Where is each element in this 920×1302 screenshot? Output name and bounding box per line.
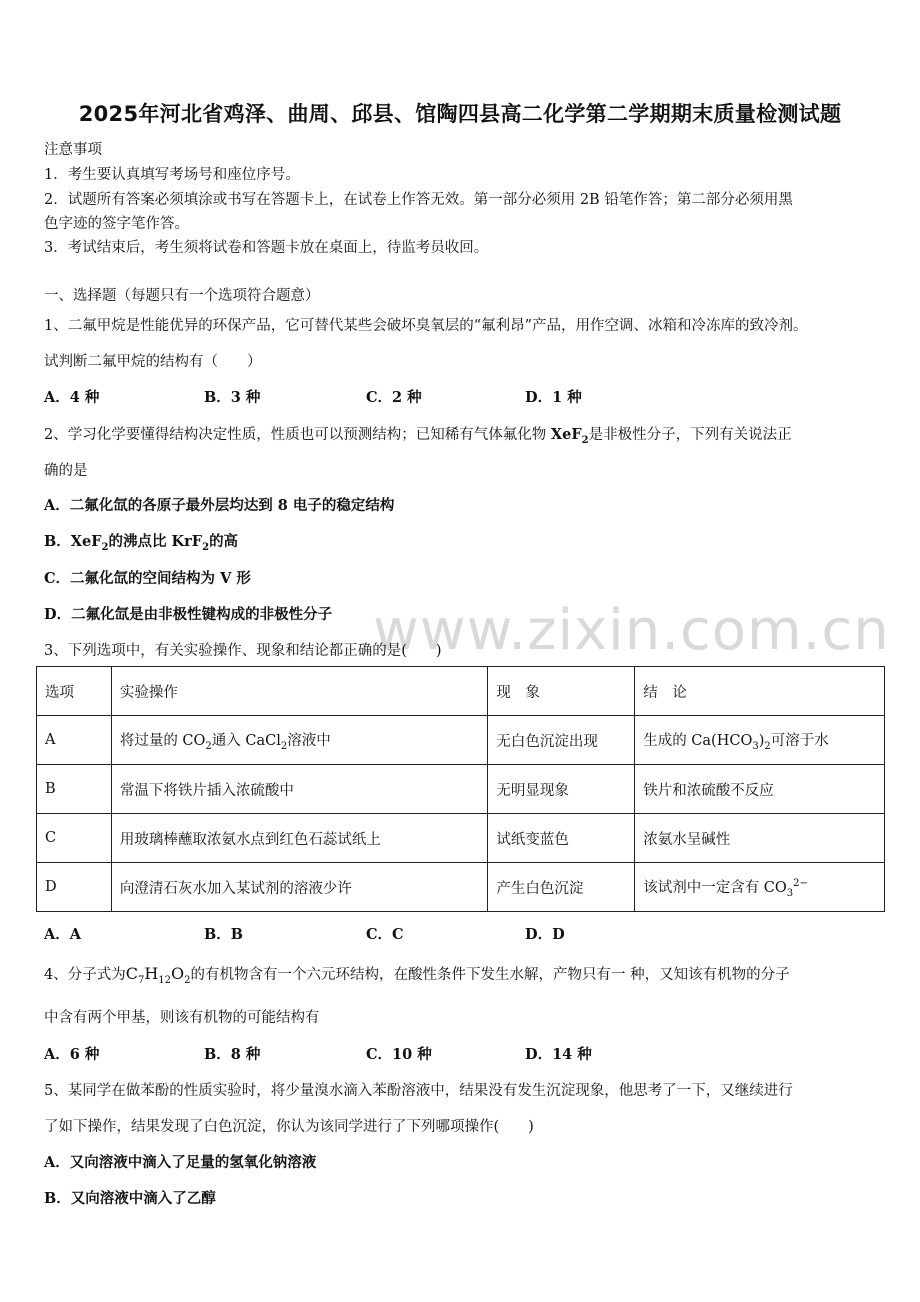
- q4-formula-sub: 12: [158, 974, 172, 986]
- conclusion-cell: [635, 863, 885, 912]
- q4-pre: 4、分子式为: [44, 967, 126, 983]
- q4-option-d: D．14 种: [525, 1046, 592, 1063]
- q4-formula-h: H: [144, 964, 159, 983]
- q5-option-b: B．又向溶液中滴入了乙醇: [44, 1190, 216, 1207]
- table-row: [37, 716, 885, 765]
- conc-text: 生成的 Ca(HCO: [643, 732, 753, 749]
- q2-formula-sub: 2: [581, 434, 589, 446]
- q2-stem-line2: 确的是: [44, 463, 88, 479]
- notice-item: 3．考试结束后，考生须将试卷和答题卡放在桌面上，待监考员收回。: [44, 240, 489, 256]
- header-cell: 结 论: [635, 667, 885, 716]
- q2-stem-pre: 2、学习化学要懂得结构决定性质，性质也可以预测结构；已知稀有气体氟化物: [44, 427, 551, 443]
- q1-stem: 1、二氟甲烷是性能优异的环保产品，它可替代某些会破坏臭氧层的“氟利昂”产品，用作空调、冰箱和冷冻库的致冷剂。: [44, 318, 808, 334]
- q4-option-c: C．10 种: [366, 1046, 432, 1063]
- conc-text: ): [758, 732, 765, 749]
- conc-sup: 2−: [793, 877, 808, 889]
- q3-option-b: B．B: [204, 926, 244, 943]
- q2-formula: XeF: [550, 426, 582, 443]
- q4-option-a: A．6 种: [44, 1046, 100, 1063]
- q4-formula-c: C: [125, 964, 138, 983]
- conc-sub: 2: [764, 740, 771, 752]
- q2-optb-pre: B．XeF: [44, 533, 102, 550]
- q2-option-b: [44, 530, 238, 553]
- q2-optb-post: 的高: [209, 533, 239, 550]
- table-row: [37, 814, 885, 863]
- q2-option-d: D．二氟化氙是由非极性键构成的非极性分子: [44, 606, 333, 623]
- notice-item: 2．试题所有答案必须填涂或书写在答题卡上，在试卷上作答无效。第一部分必须用 2B 铅笔作答；第二部分必须用黑: [44, 192, 793, 208]
- operation-cell: 向澄清石灰水加入某试剂的溶液少许: [111, 863, 488, 912]
- q2-optb-sub2: 2: [202, 541, 210, 553]
- table-row: [37, 863, 885, 912]
- q1-option-c: C．2 种: [366, 389, 422, 406]
- q2-stem-post: 是非极性分子，下列有关说法正: [588, 427, 792, 443]
- q2-optb-sub: 2: [101, 541, 109, 553]
- q2-option-c: C．二氟化氙的空间结构为 V 形: [44, 570, 251, 587]
- q2-option-a: A．二氟化氙的各原子最外层均达到 8 电子的稳定结构: [44, 497, 395, 514]
- operation-cell: 常温下将铁片插入浓硫酸中: [111, 765, 488, 814]
- header-cell: 选项: [37, 667, 112, 716]
- q4-option-b: B．8 种: [204, 1046, 261, 1063]
- q1-option-b: B．3 种: [204, 389, 261, 406]
- op-text: 通入 CaCl: [211, 732, 281, 749]
- q1-option-a: A．4 种: [44, 389, 100, 406]
- q4-stem-line2: 中含有两个甲基，则该有机物的可能结构有: [44, 1010, 320, 1026]
- q4-formula-sub: 7: [137, 974, 145, 986]
- op-text: 溶液中: [287, 732, 331, 749]
- conc-sub: 3: [786, 887, 794, 899]
- operation-cell: 用玻璃棒蘸取浓氨水点到红色石蕊试纸上: [111, 814, 488, 863]
- option-cell: A: [37, 716, 112, 765]
- q3-option-c: C．C: [366, 926, 404, 943]
- phenomenon-cell: 无白色沉淀出现: [488, 716, 635, 765]
- q3-option-a: A．A: [44, 926, 82, 943]
- conclusion-cell: 浓氨水呈碱性: [635, 814, 885, 863]
- table-header-row: [37, 667, 885, 716]
- table-row: [37, 765, 885, 814]
- q5-stem-line2: 了如下操作，结果发现了白色沉淀，你认为该同学进行了下列哪项操作( ): [44, 1119, 534, 1135]
- section-heading: 一、选择题（每题只有一个选项符合题意）: [44, 288, 320, 304]
- q2-stem: [44, 423, 792, 446]
- q4-formula-o: O: [171, 964, 185, 983]
- phenomenon-cell: 产生白色沉淀: [488, 863, 635, 912]
- notice-heading: 注意事项: [44, 142, 102, 158]
- q2-optb-mid: 的沸点比 KrF: [108, 533, 203, 550]
- conclusion-cell: 铁片和浓硫酸不反应: [635, 765, 885, 814]
- q1-option-d: D．1 种: [525, 389, 582, 406]
- q4-post: 的有机物含有一个六元环结构，在酸性条件下发生水解，产物只有一 种，又知该有机物的分子: [190, 967, 790, 983]
- header-cell: 实验操作: [111, 667, 488, 716]
- q3-option-d: D．D: [525, 926, 565, 943]
- option-cell: B: [37, 765, 112, 814]
- conc-text: 可溶于水: [770, 732, 829, 749]
- conc-text: 该试剂中一定含有 CO: [643, 879, 787, 896]
- q4-stem: [44, 963, 790, 986]
- conclusion-cell: [635, 716, 885, 765]
- notice-item: 1．考生要认真填写考场号和座位序号。: [44, 167, 300, 183]
- header-cell: 现 象: [488, 667, 635, 716]
- option-cell: D: [37, 863, 112, 912]
- watermark: www.zixin.com.cn: [373, 598, 890, 663]
- op-sub: 2: [280, 740, 288, 752]
- phenomenon-cell: 无明显现象: [488, 765, 635, 814]
- op-text: 将过量的 CO: [119, 732, 206, 749]
- operation-cell: [111, 716, 488, 765]
- q3-stem: 3、下列选项中，有关实验操作、现象和结论都正确的是( ): [44, 643, 442, 659]
- q5-stem: 5、某同学在做苯酚的性质实验时，将少量溴水滴入苯酚溶液中，结果没有发生沉淀现象，他思考了一下，又继续进行: [44, 1083, 793, 1099]
- experiment-table: [36, 666, 885, 912]
- op-sub: 2: [205, 740, 212, 752]
- q1-stem-line2: 试判断二氟甲烷的结构有（ ）: [44, 354, 262, 370]
- conc-sub: 3: [752, 740, 759, 752]
- phenomenon-cell: 试纸变蓝色: [488, 814, 635, 863]
- page-title: 2025年河北省鸡泽、曲周、邱县、馆陶四县高二化学第二学期期末质量检测试题: [78, 102, 842, 126]
- q4-formula-sub: 2: [184, 974, 191, 986]
- option-cell: C: [37, 814, 112, 863]
- q5-option-a: A．又向溶液中滴入了足量的氢氧化钠溶液: [44, 1154, 317, 1171]
- notice-item: 色字迹的签字笔作答。: [44, 216, 189, 232]
